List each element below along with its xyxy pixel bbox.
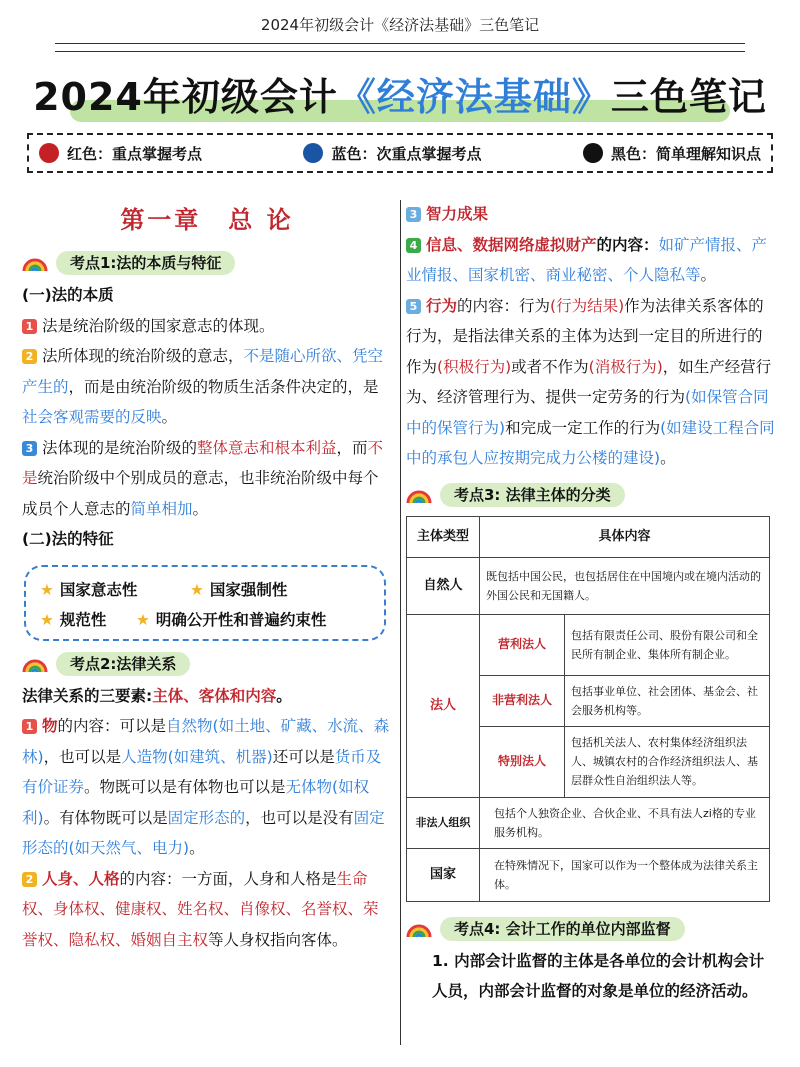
star-icon: ★ <box>136 610 150 629</box>
table-cell-content: 在特殊情况下，国家可以作为一个整体成为法律关系主体。 <box>480 848 770 901</box>
kd1-heading <box>22 248 392 278</box>
title-suffix: 三色笔记 <box>610 75 767 119</box>
rainbow-icon <box>406 920 432 938</box>
title-book: 《经济法基础》 <box>337 75 611 119</box>
kd2-object-info: 4 信息、数据网络虚拟财产的内容：如矿产情报、产业情报、国家机密、商业秘密、个人隐私等。 <box>406 235 768 284</box>
black-dot-icon <box>583 143 603 163</box>
kd1-point-1: 1 法是统治阶级的国家意志的体现。 <box>22 311 392 342</box>
kd3-heading <box>406 480 776 510</box>
table-cell-type: 非法人组织 <box>407 797 480 848</box>
kd2-object-things: 1 物的内容：可以是自然物(如土地、矿藏、水流、森林)，也可以是人造物(如建筑、机器)还可以是货币及有价证券。物既可以是有体物也可以是无体物(如权利)。有体物既可以是固定形态的，也可以是没有固定形态的(如天然气、电力)。 <box>22 717 390 857</box>
number-4-icon: 4 <box>406 238 421 253</box>
table-cell-subtype: 特别法人 <box>480 726 565 797</box>
table-cell-content: 包括事业单位、社会团体、基金会、社会服务机构等。 <box>565 675 770 726</box>
rainbow-icon <box>406 486 432 504</box>
table-row <box>407 797 770 848</box>
number-3-icon: 3 <box>22 441 37 456</box>
right-column <box>406 199 776 1007</box>
rainbow-icon <box>22 254 48 272</box>
table-header-cell: 具体内容 <box>480 516 770 557</box>
rainbow-icon <box>22 655 48 673</box>
feature-item: ★ 规范性 <box>40 610 107 629</box>
kd1-subheading-essence: (一)法的本质 <box>22 286 114 304</box>
table-cell-content: 包括有限责任公司、股份有限公司和全民所有制企业、集体所有制企业。 <box>565 614 770 675</box>
table-cell-content: 包括机关法人、农村集体经济组织法人、城镇农村的合作经济组织法人、基层群众性自治组织法人等。 <box>565 726 770 797</box>
number-2-icon: 2 <box>22 349 37 364</box>
title-prefix: 2024年初级会计 <box>33 75 338 119</box>
table-header-cell: 主体类型 <box>407 516 480 557</box>
blue-dot-icon <box>303 143 323 163</box>
star-icon: ★ <box>40 610 54 629</box>
kd4-point-1: 1. 内部会计监督的主体是各单位的会计机构会计人员，内部会计监督的对象是单位的经济活动。 <box>432 951 765 1000</box>
caption-rule <box>55 43 745 44</box>
kd2-object-person: 2 人身、人格的内容：一方面，人身和人格是生命权、身体权、健康权、姓名权、肖像权、名誉权、荣誉权、隐私权、婚姻自主权等人身权指向客体。 <box>22 869 379 949</box>
left-column <box>22 198 392 955</box>
kd1-point-3: 3 法体现的是统治阶级的整体意志和根本利益，而不是统治阶级中个别成员的意志，也非统治阶级中每个成员个人意志的简单相加。 <box>22 438 384 518</box>
table-cell-subtype: 非营利法人 <box>480 675 565 726</box>
table-header-row <box>407 516 770 557</box>
page-caption: 2024年初级会计《经济法基础》三色笔记 <box>260 16 540 34</box>
table-cell-content: 包括个人独资企业、合伙企业、不具有法人zi格的专业服务机构。 <box>480 797 770 848</box>
number-3-icon: 3 <box>406 207 421 222</box>
number-1-icon: 1 <box>22 719 37 734</box>
number-1-icon: 1 <box>22 319 37 334</box>
red-dot-icon <box>39 143 59 163</box>
legend-blue: 蓝色：次重点掌握考点 <box>303 143 481 164</box>
table-cell-type: 国家 <box>407 848 480 901</box>
number-2-icon: 2 <box>22 872 37 887</box>
star-icon: ★ <box>190 580 204 599</box>
table-cell-content: 既包括中国公民，也包括居住在中国境内或在境内活动的外国公民和无国籍人。 <box>480 557 770 614</box>
column-divider <box>400 200 401 1045</box>
legend-black: 黑色：简单理解知识点 <box>583 143 761 164</box>
legend-red: 红色：重点掌握考点 <box>39 143 202 164</box>
feature-item: ★ 国家意志性 <box>40 580 138 599</box>
kd1-point-2: 2 法所体现的统治阶级的意志，不是随心所欲、凭空产生的，而是由统治阶级的物质生活条件决定的，是社会客观需要的反映。 <box>22 347 384 426</box>
kd4-title: 考点4: 会计工作的单位内部监督 <box>440 917 685 941</box>
chapter-title: 第一章 总 论 <box>120 206 294 234</box>
subject-types-table <box>406 516 770 902</box>
number-5-icon: 5 <box>406 299 421 314</box>
table-cell-type: 法人 <box>407 614 480 797</box>
color-legend <box>27 133 773 173</box>
kd2-object-intellect: 3 智力成果 <box>406 199 776 230</box>
table-row <box>407 848 770 901</box>
kd3-title: 考点3: 法律主体的分类 <box>440 483 625 507</box>
kd2-heading <box>22 649 392 679</box>
kd1-subheading-features: (二)法的特征 <box>22 530 114 548</box>
kd2-lead: 法律关系的三要素:主体、客体和内容。 <box>22 686 292 705</box>
kd1-title: 考点1:法的本质与特征 <box>56 251 235 275</box>
feature-item: ★ 国家强制性 <box>190 580 288 599</box>
kd2-title: 考点2:法律关系 <box>56 652 190 676</box>
table-row <box>407 557 770 614</box>
table-row <box>407 614 770 675</box>
table-cell-type: 自然人 <box>407 557 480 614</box>
table-cell-subtype: 营利法人 <box>480 614 565 675</box>
caption-rule-thin <box>55 51 745 52</box>
features-box <box>24 565 386 641</box>
kd2-object-behavior: 5 行为的内容：行为(行为结果)作为法律关系客体的行为，是指法律关系的主体为达到一定目的所进行的作为(积极行为)或者不作为(消极行为)，如生产经营行为、经济管理行为、提供一定劳务的行为(如保管合同中的保管行为)和完成一定工作的行为(如建设工程合同中的承包人应按期完成力公楼的建设)。 <box>406 296 775 467</box>
star-icon: ★ <box>40 580 54 599</box>
feature-item: ★ 明确公开性和普遍约束性 <box>136 610 327 629</box>
kd4-heading <box>406 914 776 944</box>
main-title <box>0 66 800 121</box>
